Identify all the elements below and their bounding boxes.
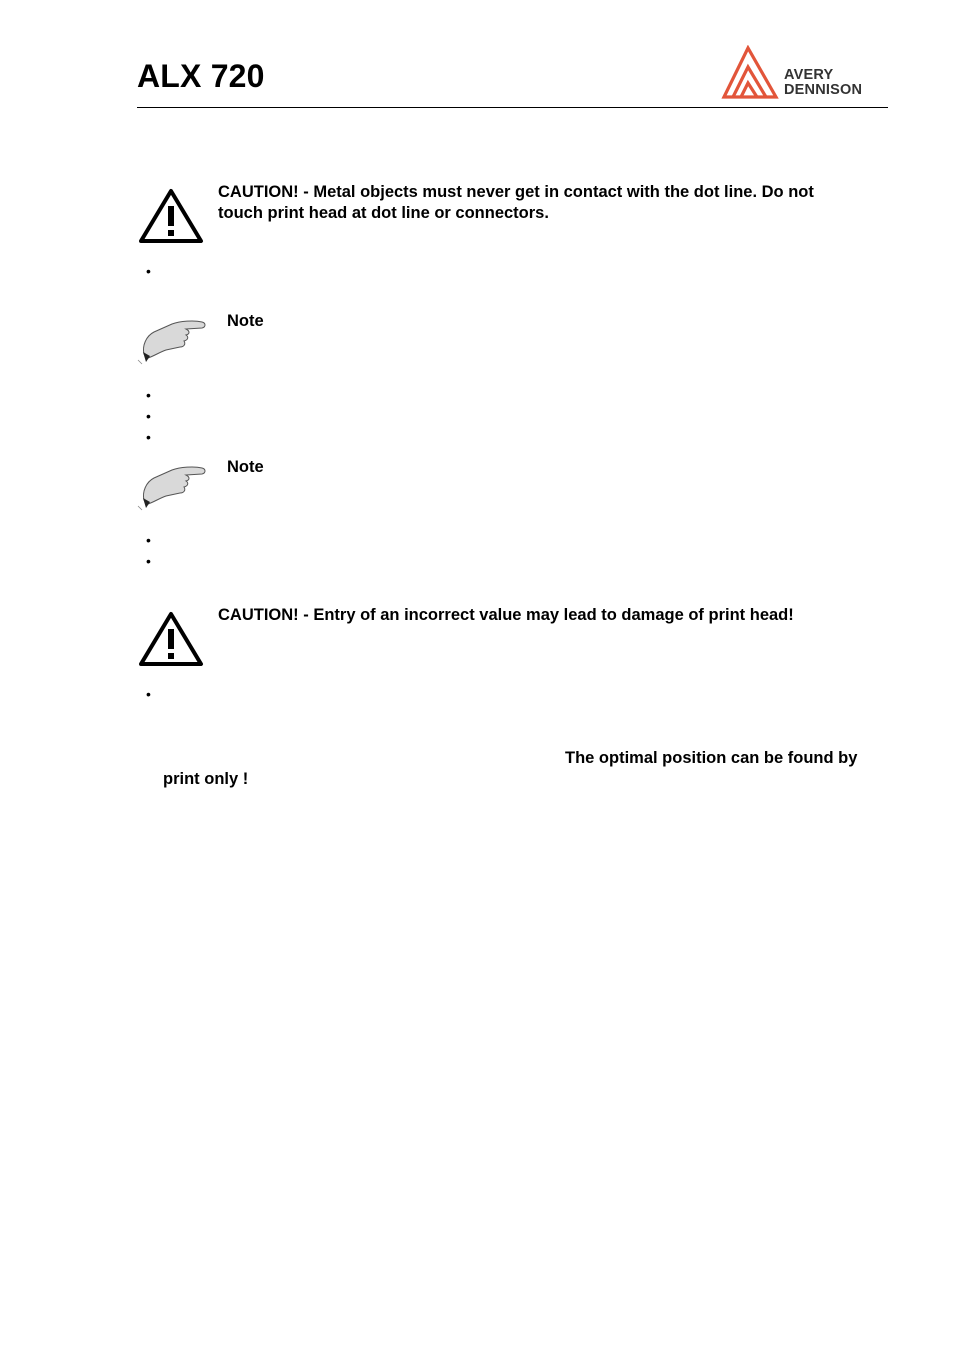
note-label: Note <box>227 312 264 330</box>
avery-dennison-logo-icon <box>721 45 781 101</box>
pointing-hand-icon <box>136 462 214 512</box>
header-rule <box>137 107 888 108</box>
logo-text-avery: AVERY <box>784 67 834 83</box>
caution-metal-objects <box>218 182 878 224</box>
bullet: • <box>146 408 151 424</box>
pointing-hand-icon <box>136 316 214 366</box>
bullet: • <box>146 686 151 702</box>
bullet: • <box>146 387 151 403</box>
caution-line: CAUTION! - Metal objects must never get in contact with the dot line. Do not <box>218 183 814 201</box>
logo-wordmark <box>784 68 862 98</box>
bullet: • <box>146 429 151 445</box>
print-only-text: print only ! <box>163 770 249 788</box>
warning-triangle-icon <box>137 610 205 668</box>
bullet: • <box>146 263 151 279</box>
bullet: • <box>146 532 151 548</box>
optimal-position-text: The optimal position can be found by <box>565 749 858 767</box>
warning-triangle-icon <box>137 187 205 245</box>
bullet: • <box>146 553 151 569</box>
caution-line: CAUTION! - Entry of an incorrect value may lead to damage of print head! <box>218 606 794 624</box>
caution-incorrect-value <box>218 605 878 626</box>
document-title: ALX 720 <box>137 58 265 94</box>
caution-line: touch print head at dot line or connectors. <box>218 204 549 222</box>
logo-text-dennison: DENNISON <box>784 82 863 98</box>
note-label: Note <box>227 458 264 476</box>
